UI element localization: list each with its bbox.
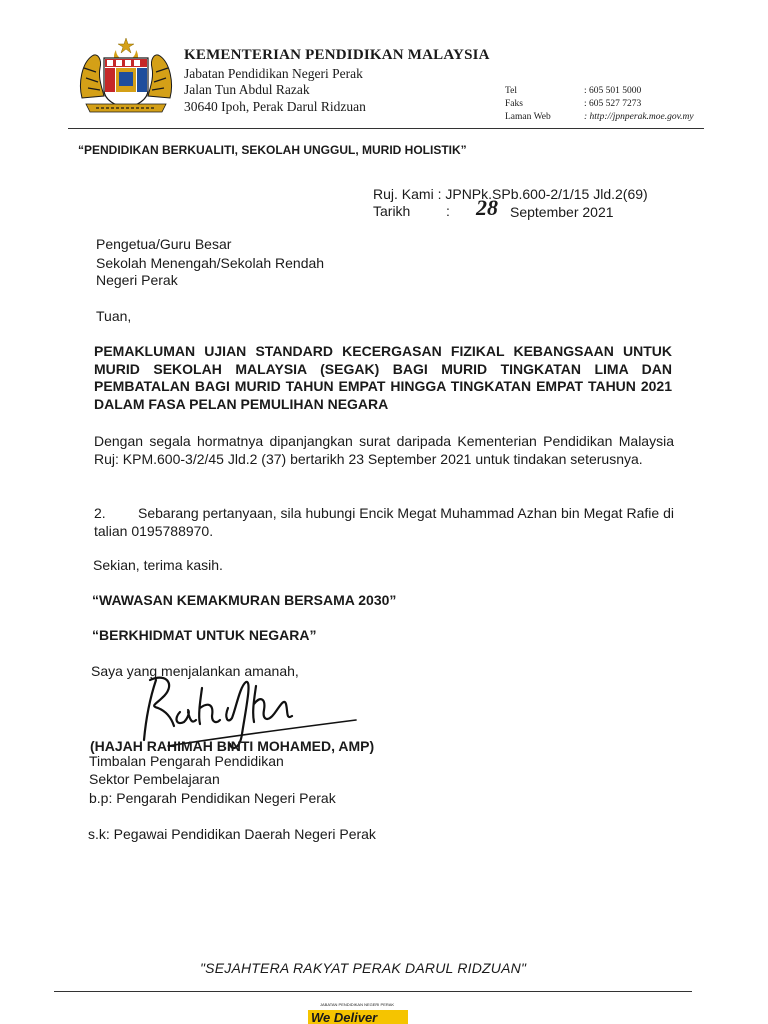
paragraph-2: Sebarang pertanyaan, sila hubungi Encik Megat Muhammad Azhan bin Megat Rafie di talian 0195788970. xyxy=(94,505,674,539)
signer-name: (HAJAH RAHIMAH BINTI MOHAMED, AMP) xyxy=(90,738,375,754)
ministry-name: KEMENTERIAN PENDIDIKAN MALAYSIA xyxy=(184,47,490,63)
recipient-line: Negeri Perak xyxy=(96,272,178,288)
salutation: Tuan, xyxy=(96,308,132,324)
date-colon: : xyxy=(446,203,450,219)
tel-value: : 605 501 5000 xyxy=(584,86,642,96)
date-month-year: September 2021 xyxy=(510,204,614,220)
logo-small-text: JABATAN PENDIDIKAN NEGERI PERAK xyxy=(320,1002,395,1007)
address-line: Jalan Tun Abdul Razak xyxy=(184,82,310,97)
coat-of-arms-crest xyxy=(76,38,176,116)
carbon-copy: s.k: Pegawai Pendidikan Daerah Negeri Perak xyxy=(88,826,376,842)
logo-text: We Deliver xyxy=(311,1010,378,1024)
web-value: : http://jpnperak.moe.gov.my xyxy=(584,112,694,122)
address-line: 30640 Ipoh, Perak Darul Ridzuan xyxy=(184,99,366,114)
address-line: Jabatan Pendidikan Negeri Perak xyxy=(184,66,363,81)
we-deliver-logo xyxy=(308,1000,408,1024)
recipient-line: Sekolah Menengah/Sekolah Rendah xyxy=(96,255,325,271)
signer-role: Timbalan Pengarah Pendidikan xyxy=(89,753,284,769)
web-label: Laman Web xyxy=(505,112,551,122)
date-label: Tarikh xyxy=(373,203,411,219)
paragraph-1: Dengan segala hormatnya dipanjangkan surat daripada Kementerian Pendidikan Malaysia Ruj: KPM.600-3/2/45 Jld.2 (37) bertarikh 23 September 2021 untuk tindakan seterusnya. xyxy=(94,433,674,467)
fax-label: Faks xyxy=(505,99,523,109)
recipient-line: Pengetua/Guru Besar xyxy=(96,236,232,252)
paragraph-2-number: 2. xyxy=(94,505,106,521)
letter-subject: PEMAKLUMAN UJIAN STANDARD KECERGASAN FIZIKAL KEBANGSAAN UNTUK MURID SEKOLAH MALAYSIA (SEGAK) BAGI MURID TINGKATAN LIMA DAN PEMBATALAN BAGI MURID TAHUN EMPAT HINGGA TINGKATAN EMPAT TAHUN 2021 DALAM FASA PELAN PEMULIHAN NEGARA xyxy=(94,343,672,412)
tel-label: Tel xyxy=(505,86,517,96)
header-divider xyxy=(68,128,704,129)
closing-line: Sekian, terima kasih. xyxy=(93,557,223,573)
footer-motto: "SEJAHTERA RAKYAT PERAK DARUL RIDZUAN" xyxy=(200,960,527,976)
handwritten-date-day: 28 xyxy=(476,195,498,220)
footer-divider xyxy=(54,991,692,992)
trust-line: Saya yang menjalankan amanah, xyxy=(91,663,299,679)
signer-role: Sektor Pembelajaran xyxy=(89,771,220,787)
slogan-berkhidmat: “BERKHIDMAT UNTUK NEGARA” xyxy=(92,627,317,643)
reference-number: Ruj. Kami : JPNPk.SPb.600-2/1/15 Jld.2(69) xyxy=(373,186,648,202)
slogan-wawasan: “WAWASAN KEMAKMURAN BERSAMA 2030” xyxy=(92,592,397,608)
signer-role: b.p: Pengarah Pendidikan Negeri Perak xyxy=(89,790,336,806)
education-motto: “PENDIDIKAN BERKUALITI, SEKOLAH UNGGUL, MURID HOLISTIK” xyxy=(78,143,467,157)
fax-value: : 605 527 7273 xyxy=(584,99,642,109)
